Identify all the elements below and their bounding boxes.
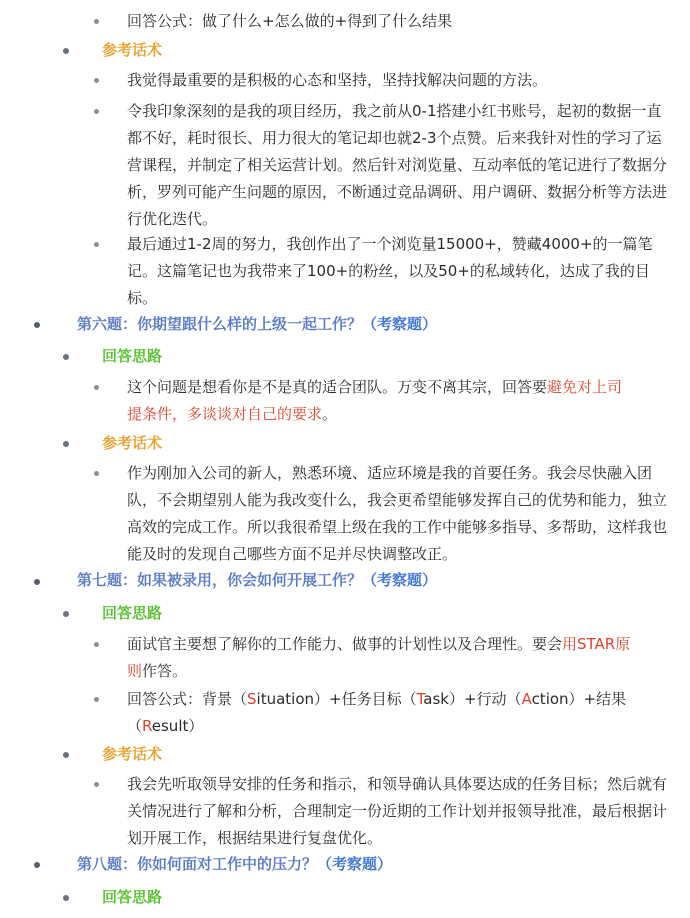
question-text: 第八题：你如何面对工作中的压力？ — [77, 855, 318, 873]
bullet-icon — [63, 354, 69, 360]
reference-text: 作为刚加入公司的新人，熟悉环境、适应环境是我的首要任务。我会尽快融入团队，不会期望别人能为我改变什么，我会更希望能够发挥自己的优势和能力，独立高效的完成工作。所以我很希望上级在我的工作中能够多指导、多帮助，这样我也能及时的发现自己哪些方面不足并尽快调整改正。 — [127, 464, 668, 563]
bullet-icon — [94, 642, 99, 647]
bullet-icon — [63, 752, 69, 758]
bullet-icon — [63, 441, 69, 447]
question-text: 第七题：如果被录用，你会如何开展工作？ — [77, 571, 363, 589]
question-tag: （考察题） — [362, 571, 438, 589]
bullet-icon — [94, 385, 99, 390]
highlight-text: R — [142, 717, 152, 735]
bullet-icon — [94, 109, 99, 114]
bullet-icon — [94, 471, 99, 476]
highlight-text: 避免对上司 — [547, 378, 623, 396]
highlight-text: 则 — [127, 662, 143, 680]
bullet-icon — [63, 611, 69, 617]
question-tag: （考察题） — [317, 855, 393, 873]
text: ction）+结果 — [531, 690, 627, 708]
bullet-icon — [94, 19, 99, 24]
bullet-icon — [94, 242, 99, 247]
bullet-icon — [94, 78, 99, 83]
text: esult） — [151, 717, 204, 735]
bullet-icon — [63, 48, 69, 54]
idea-text — [127, 631, 667, 685]
bullet-icon — [94, 782, 99, 787]
section-label-reference: 参考话术 — [102, 434, 163, 452]
highlight-text: 用STAR原 — [562, 635, 631, 653]
question-title — [77, 851, 392, 878]
highlight-text: A — [521, 690, 532, 708]
bullet-icon — [34, 579, 40, 585]
text: 面试官主要想了解你的工作能力、做事的计划性以及合理性。要会 — [127, 635, 563, 653]
bullet-icon — [63, 895, 69, 901]
star-formula — [127, 686, 667, 740]
answer-formula: 回答公式：做了什么+怎么做的+得到了什么结果 — [127, 12, 453, 30]
reference-item: 我觉得最重要的是积极的心态和坚持，坚持找解决问题的方法。 — [127, 71, 548, 89]
highlight-text: T — [416, 690, 424, 708]
text: 回答公式：背景（ — [127, 690, 248, 708]
idea-text — [127, 374, 667, 428]
question-text: 第六题：你期望跟什么样的上级一起工作？ — [77, 315, 363, 333]
reference-item: 最后通过1-2周的努力，我创作出了一个浏览量15000+，赞藏4000+的一篇笔记。这篇笔记也为我带来了100+的粉丝，以及50+的私域转化，达成了我的目标。 — [127, 235, 653, 307]
question-title — [77, 311, 437, 338]
text: 这个问题是想看你是不是真的适合团队。万变不离其宗，回答要 — [127, 378, 548, 396]
text: （ — [127, 717, 143, 735]
bullet-icon — [34, 322, 40, 328]
section-label-reference: 参考话术 — [102, 41, 163, 59]
text: 作答。 — [142, 662, 188, 680]
question-tag: （考察题） — [362, 315, 438, 333]
bullet-icon — [94, 697, 99, 702]
section-label-idea: 回答思路 — [102, 888, 163, 906]
section-label-idea: 回答思路 — [102, 347, 163, 365]
section-label-reference: 参考话术 — [102, 745, 163, 763]
text: 。 — [322, 405, 338, 423]
text: ask）+行动（ — [423, 690, 522, 708]
text: ituation）+任务目标（ — [256, 690, 417, 708]
reference-item: 令我印象深刻的是我的项目经历，我之前从0-1搭建小红书账号，起初的数据一直都不好，耗时很长、用力很大的笔记却也就2-3个点赞。后来我针对性的学习了运营课程，并制定了相关运营计划。然后针对浏览量、互动率低的笔记进行了数据分析，罗列可能产生问题的原因，不断通过竞品调研、用户调研、数据分析等方法进行优化迭代。 — [127, 102, 668, 228]
highlight-text: S — [247, 690, 257, 708]
reference-text: 我会先听取领导安排的任务和指示，和领导确认具体要达成的任务目标；然后就有关情况进行了解和分析，合理制定一份近期的工作计划并报领导批准，最后根据计划开展工作，根据结果进行复盘优化。 — [127, 775, 668, 847]
question-title — [77, 567, 437, 594]
highlight-text: 提条件，多谈谈对自己的要求 — [127, 405, 323, 423]
bullet-icon — [34, 862, 40, 868]
section-label-idea: 回答思路 — [102, 604, 163, 622]
